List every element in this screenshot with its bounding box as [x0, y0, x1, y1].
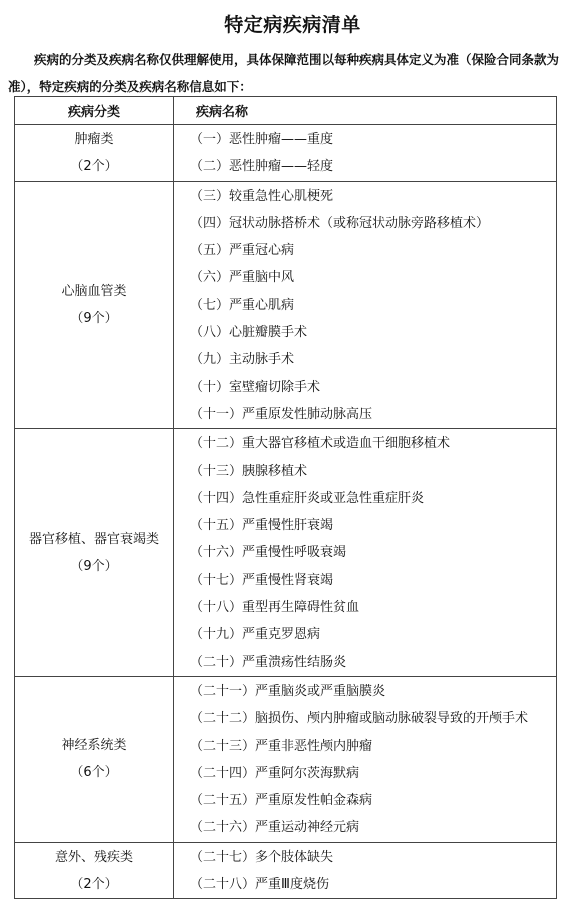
- category-name: 神经系统类: [61, 738, 127, 754]
- disease-item: （二）恶性肿瘤——轻度: [190, 159, 334, 175]
- category-count: （2个）: [70, 876, 118, 892]
- disease-item: （十九）严重克罗恩病: [190, 627, 321, 643]
- table-header-row: [15, 97, 557, 125]
- disease-item: （十五）严重慢性肝衰竭: [190, 518, 334, 534]
- disease-item: （十）室壁瘤切除手术: [190, 379, 321, 395]
- disease-item: （十八）重型再生障碍性贫血: [190, 600, 360, 616]
- category-name: 心脑血管类: [61, 283, 127, 299]
- disease-list-cell: [174, 842, 557, 899]
- disease-item: （六）严重脑中风: [190, 270, 295, 286]
- disease-item: （二十八）严重Ⅲ度烧伤: [190, 877, 329, 893]
- disease-item: （二十四）严重阿尔茨海默病: [190, 765, 360, 781]
- category-cell: [15, 842, 174, 899]
- disease-item: （十三）胰腺移植术: [190, 463, 308, 479]
- disease-list-cell: [174, 181, 557, 429]
- disease-item: （一）恶性肿瘤——重度: [190, 132, 334, 147]
- category-count: （6个）: [70, 765, 118, 781]
- disease-list-cell: [174, 429, 557, 677]
- disease-item: （四）冠状动脉搭桥术（或称冠状动脉旁路移植术）: [190, 215, 490, 231]
- table-row: [15, 125, 557, 182]
- disease-table: [14, 96, 557, 899]
- category-cell: [15, 429, 174, 677]
- disease-item: （二十）严重溃疡性结肠炎: [190, 654, 347, 670]
- disease-item: （二十五）严重原发性帕金森病: [190, 793, 373, 809]
- category-count: （2个）: [70, 158, 118, 174]
- category-cell: [15, 181, 174, 429]
- disease-item: （二十七）多个肢体缺失: [190, 849, 334, 865]
- disease-item: （五）严重冠心病: [190, 243, 295, 259]
- category-count: （9个）: [70, 558, 118, 574]
- category-name: 肿瘤类: [74, 131, 114, 147]
- disease-item: （二十一）严重脑炎或严重脑膜炎: [190, 683, 386, 699]
- category-name: 意外、残疾类: [54, 849, 133, 865]
- header-category: 疾病分类: [15, 97, 174, 125]
- disease-item: （九）主动脉手术: [190, 352, 295, 368]
- disease-item: （二十三）严重非恶性颅内肿瘤: [190, 738, 373, 754]
- disease-item: （二十二）脑损伤、颅内肿瘤或脑动脉破裂导致的开颅手术: [190, 711, 529, 727]
- disease-item: （八）心脏瓣膜手术: [190, 325, 308, 341]
- header-disease-name: 疾病名称: [174, 97, 557, 125]
- disease-item: （十一）严重原发性肺动脉高压: [190, 406, 373, 422]
- intro-paragraph: 疾病的分类及疾病名称仅供理解使用，具体保障范围以每种疾病具体定义为准（保险合同条款为准），特定疾病的分类及疾病名称信息如下：: [8, 52, 560, 94]
- disease-item: （十六）严重慢性呼吸衰竭: [190, 545, 347, 561]
- disease-item: （七）严重心肌病: [190, 297, 295, 313]
- disease-item: （三）较重急性心肌梗死: [190, 188, 334, 204]
- category-name: 器官移植、器官衰竭类: [28, 531, 159, 547]
- disease-item: （十二）重大器官移植术或造血干细胞移植术: [190, 436, 451, 452]
- table-row: [15, 429, 557, 677]
- category-cell: [15, 676, 174, 842]
- page-title: 特定病疾病清单: [224, 14, 361, 36]
- disease-item: （十七）严重慢性肾衰竭: [190, 572, 334, 588]
- category-count: （9个）: [70, 310, 118, 326]
- disease-list-cell: [174, 125, 557, 182]
- disease-item: （二十六）严重运动神经元病: [190, 820, 360, 836]
- table-row: [15, 676, 557, 842]
- table-row: [15, 181, 557, 429]
- disease-list-cell: [174, 676, 557, 842]
- disease-item: （十四）急性重症肝炎或亚急性重症肝炎: [190, 490, 425, 506]
- table-row: [15, 842, 557, 899]
- category-cell: [15, 125, 174, 182]
